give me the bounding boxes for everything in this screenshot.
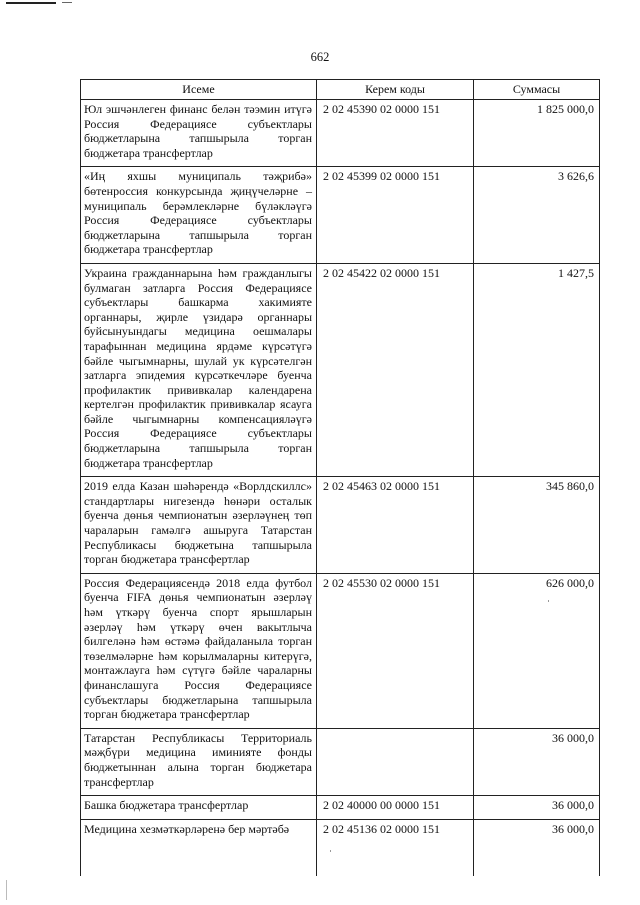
table-row — [81, 728, 600, 795]
row-amount: 36 000,0 — [474, 819, 600, 876]
table-row — [81, 167, 600, 264]
row-name: Украина гражданнарына һәм гражданлыгы булмаган затларга Россия Федерациясе субъектлары башкарма хакимияте органнары, җирле үзидарә органнары буйсынуындагы медицина оешмалары тарафыннан медицина ярдәме күрсәтүгә бәйле чыгымнарны, шулай ук күрсәтелгән затларга эпидемия күрсәткечләре буенча профилактик прививкалар календарена кертелгән профилактик прививкалар ясауга бәйле чыгымнарны компенсацияләүгә Россия Федерациясе субъектлары бюджетларына тапшырыла торган бюджетара трансфертлар — [81, 263, 317, 476]
row-code: 2 02 45136 02 0000 151 — [317, 819, 474, 876]
row-name: 2019 елда Казан шәһәрендә «Ворлдскиллс» стандартлары нигезендә һөнәри осталык буенча дөнья чемпионатын әзерләүнең төп чараларын гамәлгә ашыруга Татарстан Республикасы бюджетына тапшырыла торган бюджетара трансфертлар — [81, 477, 317, 574]
row-amount: 1 825 000,0 — [474, 100, 600, 167]
scan-artifact-line — [6, 2, 56, 4]
row-code: 2 02 45399 02 0000 151 — [317, 167, 474, 264]
row-amount: 36 000,0 — [474, 728, 600, 795]
row-code: 2 02 45422 02 0000 151 — [317, 263, 474, 476]
column-header-code: Керем коды — [317, 80, 474, 100]
column-header-amount: Суммасы — [474, 80, 600, 100]
table-row — [81, 263, 600, 476]
row-amount: 626 000,0 — [474, 573, 600, 728]
table-header-row — [81, 80, 600, 100]
row-name: «Иң яхшы муниципаль тәҗрибә» бөтенроссия конкурсында җиңүчеләрне – муниципаль берәмлекләрне бүләкләүгә Россия Федерациясе субъектлары бюджетларына тапшырыла торган бюджетара трансфертлар — [81, 167, 317, 264]
column-header-name: Исеме — [81, 80, 317, 100]
scan-speck — [548, 600, 549, 602]
row-code: 2 02 45530 02 0000 151 — [317, 573, 474, 728]
row-name: Россия Федерациясендә 2018 елда футбол буенча FIFA дөнья чемпионатын әзерләү һәм үткәрү буенча спорт ярышларын әзерләү һәм үткәрү өчен вакытлыча билгеләнә һәм өстәмә файдаланыла торган төзелмәләрне һәм корылмаларны китерүгә, монтажлауга һәм сүтүгә бәйле чараларны финанслашуга Россия Федерациясе субъектлары бюджетларына тапшырыла торган бюджетара трансфертлар — [81, 573, 317, 728]
page-number: 662 — [310, 50, 330, 64]
row-code: 2 02 45390 02 0000 151 — [317, 100, 474, 167]
row-code: 2 02 40000 00 0000 151 — [317, 796, 474, 820]
table-row — [81, 796, 600, 820]
table-row — [81, 573, 600, 728]
row-name: Юл эшчәнлеген финанс белән тәэмин итүгә Россия Федерациясе субъектлары бюджетларына тапшырыла торган бюджетара трансфертлар — [81, 100, 317, 167]
row-name: Медицина хезмәткәрләренә бер мәртәбә — [81, 819, 317, 876]
scan-edge-mark — [6, 880, 7, 900]
row-amount: 3 626,6 — [474, 167, 600, 264]
scan-speck — [330, 850, 331, 852]
row-name: Татарстан Республикасы Территориаль мәҗбүри медицина иминияте фонды бюджетыннан алына торган бюджетара трансфертлар — [81, 728, 317, 795]
table-row — [81, 819, 600, 876]
row-code — [317, 728, 474, 795]
budget-transfers-table — [80, 79, 600, 876]
row-amount: 345 860,0 — [474, 477, 600, 574]
row-code: 2 02 45463 02 0000 151 — [317, 477, 474, 574]
table-row — [81, 477, 600, 574]
table-row — [81, 100, 600, 167]
row-amount: 1 427,5 — [474, 263, 600, 476]
row-name: Башка бюджетара трансфертлар — [81, 796, 317, 820]
scan-artifact-dash — [62, 2, 72, 3]
row-amount: 36 000,0 — [474, 796, 600, 820]
